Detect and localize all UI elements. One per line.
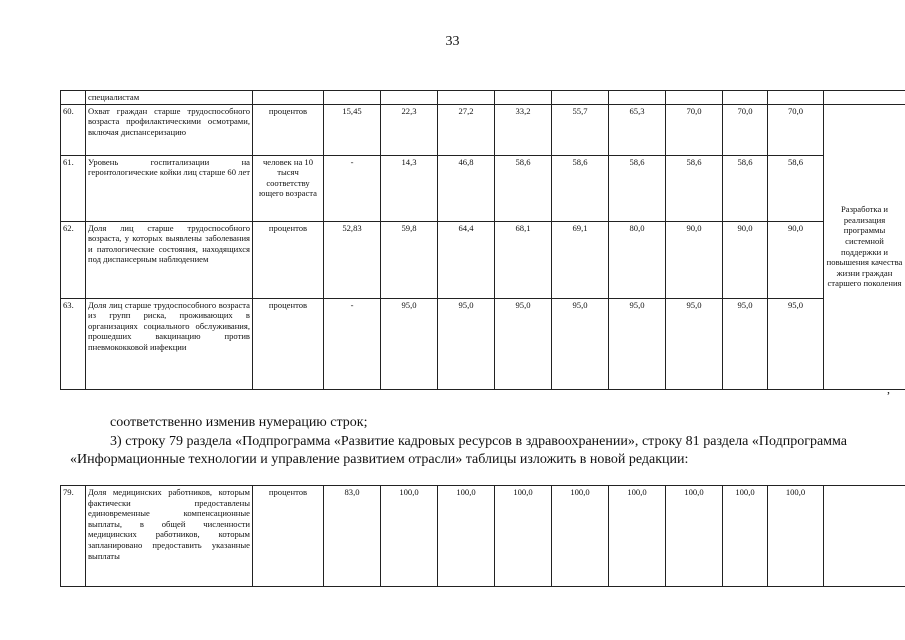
value-cell: 14,3 bbox=[381, 155, 438, 221]
value-cell: 58,6 bbox=[723, 155, 768, 221]
row-number: 63. bbox=[61, 298, 86, 389]
value-cell: 65,3 bbox=[609, 104, 666, 155]
unit-cell: процентов bbox=[253, 486, 324, 587]
row-number: 61. bbox=[61, 155, 86, 221]
value-cell: 95,0 bbox=[381, 298, 438, 389]
row-number: 79. bbox=[61, 486, 86, 587]
value-cell: 100,0 bbox=[438, 486, 495, 587]
indicators-table-bottom bbox=[60, 485, 905, 587]
table-row bbox=[61, 91, 905, 105]
value-cell: 64,4 bbox=[438, 221, 495, 298]
value-cell: 100,0 bbox=[552, 486, 609, 587]
value-cell: 58,6 bbox=[609, 155, 666, 221]
value-cell: 22,3 bbox=[381, 104, 438, 155]
note-cell bbox=[824, 486, 905, 587]
indicator-name: Доля лиц старше трудоспособного возраста из групп риска, проживающих в организациях социального обслуживания, прошедших вакцинацию против пневмококковой инфекции bbox=[86, 298, 253, 389]
indicators-table-top bbox=[60, 90, 905, 390]
indicator-name: Охват граждан старше трудоспособного возраста профилактическими осмотрами, включая диспансеризацию bbox=[86, 104, 253, 155]
header-fragment: специалистам bbox=[86, 91, 253, 105]
value-cell: 70,0 bbox=[723, 104, 768, 155]
value-cell: 58,6 bbox=[768, 155, 824, 221]
table-row bbox=[61, 486, 905, 587]
value-cell: 83,0 bbox=[324, 486, 381, 587]
value-cell: 100,0 bbox=[609, 486, 666, 587]
value-cell: 90,0 bbox=[768, 221, 824, 298]
value-cell: 95,0 bbox=[552, 298, 609, 389]
value-cell: 80,0 bbox=[609, 221, 666, 298]
page-number: 33 bbox=[445, 34, 460, 49]
value-cell: 95,0 bbox=[495, 298, 552, 389]
value-cell: 58,6 bbox=[495, 155, 552, 221]
value-cell: - bbox=[324, 298, 381, 389]
value-cell: 33,2 bbox=[495, 104, 552, 155]
trailing-comma: , bbox=[887, 382, 890, 396]
value-cell: 95,0 bbox=[666, 298, 723, 389]
indicator-name: Доля лиц старше трудоспособного возраста, у которых выявлены заболевания и патологические состояния, находящихся под диспансерным наблюдением bbox=[86, 221, 253, 298]
table-row bbox=[61, 221, 905, 298]
value-cell: 95,0 bbox=[609, 298, 666, 389]
merged-note-cell: Разработка и реализация программы системной поддержки и повышения качества жизни граждан старшего поколения bbox=[824, 104, 905, 389]
unit-cell: процентов bbox=[253, 104, 324, 155]
value-cell: 95,0 bbox=[768, 298, 824, 389]
value-cell: 46,8 bbox=[438, 155, 495, 221]
paragraph-renumbering: соответственно изменив нумерацию строк; bbox=[110, 415, 368, 430]
value-cell: 58,6 bbox=[666, 155, 723, 221]
table-row bbox=[61, 155, 905, 221]
value-cell: 58,6 bbox=[552, 155, 609, 221]
table-row bbox=[61, 104, 905, 155]
table-row bbox=[61, 298, 905, 389]
value-cell: 90,0 bbox=[723, 221, 768, 298]
paragraph-item-3: 3) строку 79 раздела «Подпрограмма «Развитие кадровых ресурсов в здравоохранении», строку 81 раздела «Подпрограмма «Информационные технологии и управление развитием отрасли» таблицы изложить в новой редакции: bbox=[70, 434, 847, 467]
value-cell: 15,45 bbox=[324, 104, 381, 155]
cell-num bbox=[61, 91, 86, 105]
value-cell: 70,0 bbox=[768, 104, 824, 155]
value-cell: 27,2 bbox=[438, 104, 495, 155]
value-cell: 55,7 bbox=[552, 104, 609, 155]
unit-cell: процентов bbox=[253, 298, 324, 389]
value-cell: 68,1 bbox=[495, 221, 552, 298]
value-cell: 59,8 bbox=[381, 221, 438, 298]
indicator-name: Уровень госпитализации на геронтологические койки лиц старше 60 лет bbox=[86, 155, 253, 221]
value-cell: 100,0 bbox=[768, 486, 824, 587]
value-cell: 100,0 bbox=[495, 486, 552, 587]
value-cell: 95,0 bbox=[723, 298, 768, 389]
row-number: 62. bbox=[61, 221, 86, 298]
value-cell: 100,0 bbox=[666, 486, 723, 587]
value-cell: 95,0 bbox=[438, 298, 495, 389]
unit-cell: человек на 10 тысяч соответству ющего возраста bbox=[253, 155, 324, 221]
value-cell: 100,0 bbox=[381, 486, 438, 587]
value-cell: 69,1 bbox=[552, 221, 609, 298]
indicator-name: Доля медицинских работников, которым фактически предоставлены единовременные компенсационные выплаты, в общей численности медицинских работников, которым запланировано предоставить указанные выплаты bbox=[86, 486, 253, 587]
value-cell: 52,83 bbox=[324, 221, 381, 298]
unit-cell: процентов bbox=[253, 221, 324, 298]
value-cell: 90,0 bbox=[666, 221, 723, 298]
value-cell: 100,0 bbox=[723, 486, 768, 587]
value-cell: - bbox=[324, 155, 381, 221]
row-number: 60. bbox=[61, 104, 86, 155]
value-cell: 70,0 bbox=[666, 104, 723, 155]
